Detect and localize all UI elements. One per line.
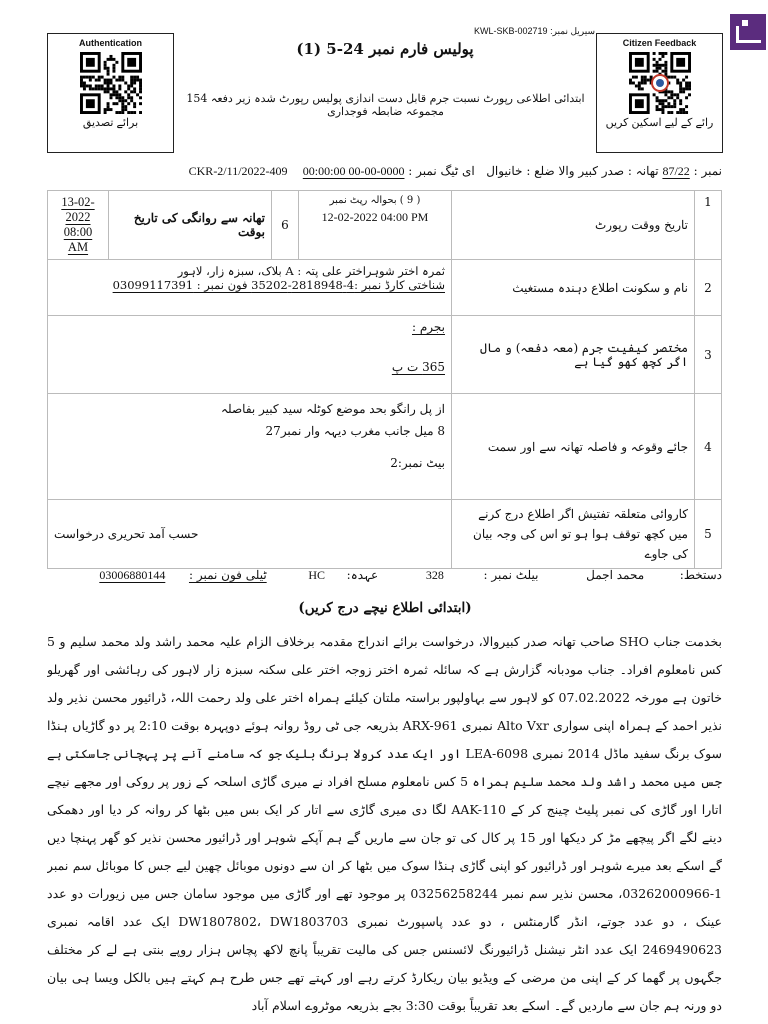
- departure-datetime: 13-02-2022 08:00 AM: [61, 195, 95, 254]
- rank-label: عہدہ:: [346, 568, 379, 582]
- row-label: مختصر کیفیت جرم (معہ دفعہ) و مال اگر کچھ کھو گیا ہے: [452, 316, 695, 394]
- etag-value: 0000-00-00 00:00:00: [302, 164, 405, 178]
- serial-label: سیریل نمبر:: [550, 26, 595, 36]
- officer-name: محمد اجمل: [586, 568, 645, 582]
- table-row: [48, 191, 722, 260]
- report-details-table: [47, 190, 722, 569]
- report-meta-line: [150, 164, 722, 179]
- row-value: [299, 191, 452, 260]
- table-row: [48, 316, 722, 394]
- form-title: پولیس فارم نمبر 24-5 (1): [296, 40, 474, 58]
- officer-signature-line: [47, 568, 722, 583]
- crime-label: بجرم :: [412, 320, 445, 334]
- table-row: [48, 260, 722, 316]
- belt-label: بیلٹ نمبر :: [483, 568, 539, 582]
- row-number: 2: [695, 260, 722, 316]
- citizen-feedback-title: Citizen Feedback: [622, 38, 697, 48]
- district-label: ضلع :: [526, 164, 555, 178]
- complainant-address: ثمرہ اختر شوہراختر علی پتہ : A بلاک، سبزہ زار، لاہور: [177, 264, 445, 278]
- row-value: [48, 191, 109, 260]
- row-number: 6: [272, 191, 299, 260]
- row-value: [48, 500, 452, 569]
- reference-value: ( 9 ): [399, 195, 421, 206]
- thana-label: تھانہ :: [627, 164, 659, 178]
- row-label: تھانہ سے روانگی کی تاریخ بوقت: [109, 191, 272, 260]
- row-label: کاروائی متعلقہ تفتیش اگر اطلاع درج کرنے میں کچھ توقف ہوا ہو تو اس کی وجہ بیان کی جاوے: [452, 500, 695, 569]
- row-label: جائے وقوعہ و فاصلہ تھانہ سے اور سمت: [452, 394, 695, 500]
- authentication-qr-box: [47, 33, 174, 153]
- belt-value: 328: [425, 568, 444, 582]
- row-value: [48, 394, 452, 500]
- serial-number: [470, 26, 595, 37]
- district-value: خانیوال: [486, 164, 523, 178]
- table-row: [48, 394, 722, 500]
- row-number: 3: [695, 316, 722, 394]
- phone-label: ٹیلی فون نمبر :: [188, 568, 267, 582]
- delay-reason: حسب آمد تحریری درخواست: [54, 527, 199, 541]
- beat-number: بیٹ نمبر:2: [390, 456, 445, 470]
- first-information-text: بخدمت جناب SHO صاحب تھانہ صدر کبیروالا، درخواست برائے اندراج مقدمہ برخلاف الزام علیہ محمد راشد ولد محمد سلیم و 5 کس نامعلوم افراد۔ جناب مودبانہ گزارش ہے کہ سائلہ ثمرہ اختر زوجہ اختر علی سکنہ سبزہ زار لاہور کی رہائشی اور گھریلو خاتون ہے مورخہ 07.02.2022 کو لاہور سے بہاولپور براستہ ملتان کیلئے ہمراہ اختر علی ولد رحمت اللہ، ڈرائیور محسن نذیر ولد نذیر احمد کے ہمراہ اپنی سواری Alto Vxr نمبری ARX-961 بذریعہ جی ٹی روڈ روانہ ہوئے دوپہرہ بوقت 2:10 پر دو گاڑیاں ہنڈا سوک برنگ سفید ماڈل 2014 نمبری LEA-6098 اور ایک عدد کرولا برنگ بلیک جو کہ سامنے آنے پر پہچانی جاسکتی ہے جس میں محمد راشد ولد محمد سلیم ہمراہ 5 کس نامعلوم مسلح افراد نے میری گاڑی اسلحہ کے زور پر روکی اور مجھے نیچے اتارا اور گاڑی کی نمبر پلیٹ چینج کر کے AAK-110 لگا دی میری گاڑی سے اتار کر ایک بس میں بٹھا کر روانہ کر دیا اور دھمکی دینے لگے اگر پیچھے مڑ کر دیکھا اور 15 پر کال کی تو جان سے ماریں گے ہم آپکے شوہر اور ڈرائیور محسن نذیر کو گھر پہنچا دیں گے اسکے بعد میرے شوہر اور ڈرائیور کو اپنی گاڑی ہنڈا سوک میں بٹھا کر ان سے دونوں موبائل چھین لیے جس کا موبائل سم نمبر 1-03262000966، محسن نذیر سم نمبر 03256258244 پر موجود تھے اور گاڑی میں موجود سامان جس میں زیورات دو عدد عینک ، دو عدد جوتے، انڈر گارمنٹس ، دو عدد پاسپورٹ نمبری DW1807802، DW1803703 ایک عدد اقامہ نمبری 2469490623 ایک عدد انٹر نیشنل ڈرائیورنگ لائسنس جس کی مالیت تقریباً پانچ لاکھ پچاس ہزار روپے بنتی ہے لے کر مختلف جگہوں پر گھما کر کے اپنی من مرضی کے ویڈیو بیان ریکارڈ کرتے رہے اور کہتے تھے جس طرح ہم کہتے ہیں بالکل ویسا ہی بیان دو ورنہ ہم جان سے ماردیں گے۔ اسکے بعد تقریباً بوقت 3:30 بجے بذریعہ موٹروے اسلام آباد: [47, 634, 722, 1013]
- authentication-title: Authentication: [79, 38, 142, 48]
- number-value: 87/22: [662, 164, 690, 178]
- number-label: نمبر :: [693, 164, 722, 178]
- table-row: [48, 500, 722, 569]
- reference-label: بحوالہ رپٹ نمبر: [329, 195, 397, 206]
- rank-value: HC: [308, 568, 325, 582]
- crime-section: 365 ت پ: [391, 360, 445, 374]
- section-title: (ابتدائی اطلاع نیچے درج کریں): [298, 600, 472, 616]
- row-label: تاریخ ووقت رپورٹ: [452, 191, 695, 260]
- report-datetime: 12-02-2022 04:00 PM: [321, 210, 429, 224]
- phone-value: 03006880144: [99, 568, 166, 582]
- citizen-feedback-caption: رائے کے لیے اسکین کریں: [605, 117, 714, 129]
- row-value: [48, 260, 452, 316]
- citizen-feedback-qr-box: [596, 33, 723, 153]
- serial-value: KWL-SKB-002719: [474, 26, 548, 36]
- police-emblem-icon: [651, 74, 669, 92]
- row-number: 4: [695, 394, 722, 500]
- authentication-caption: برائے تصدیق: [82, 117, 139, 129]
- incident-location: از پل رانگو بحد موضع کوٹلہ سید کبیر بفاصلہ 8 میل جانب مغرب دیہہ وار نمبر27: [220, 402, 445, 438]
- police-logo-icon: [730, 14, 766, 50]
- complainant-id-phone: شناختی کارڈ نمبر :4-2818948-35202 فون نمبر : 03099117391: [112, 278, 445, 292]
- etag-label: ای ٹیگ نمبر :: [408, 164, 475, 178]
- form-subtitle: ابتدائی اطلاعی رپورٹ نسبت جرم قابل دست اندازی پولیس رپورٹ شدہ زیر دفعہ 154 مجموعہ ضابطہ فوجداری: [186, 92, 585, 118]
- row-value: [48, 316, 452, 394]
- row-number: 1: [695, 191, 722, 260]
- ckr-number: CKR-2/11/2022-409: [188, 164, 288, 178]
- thana-value: صدر کبیر والا: [558, 164, 625, 178]
- row-label: نام و سکونت اطلاع دہندہ مستغیث: [452, 260, 695, 316]
- row-number: 5: [695, 500, 722, 569]
- signature-label: دستخط:: [679, 568, 722, 582]
- qr-code-icon: [80, 52, 142, 114]
